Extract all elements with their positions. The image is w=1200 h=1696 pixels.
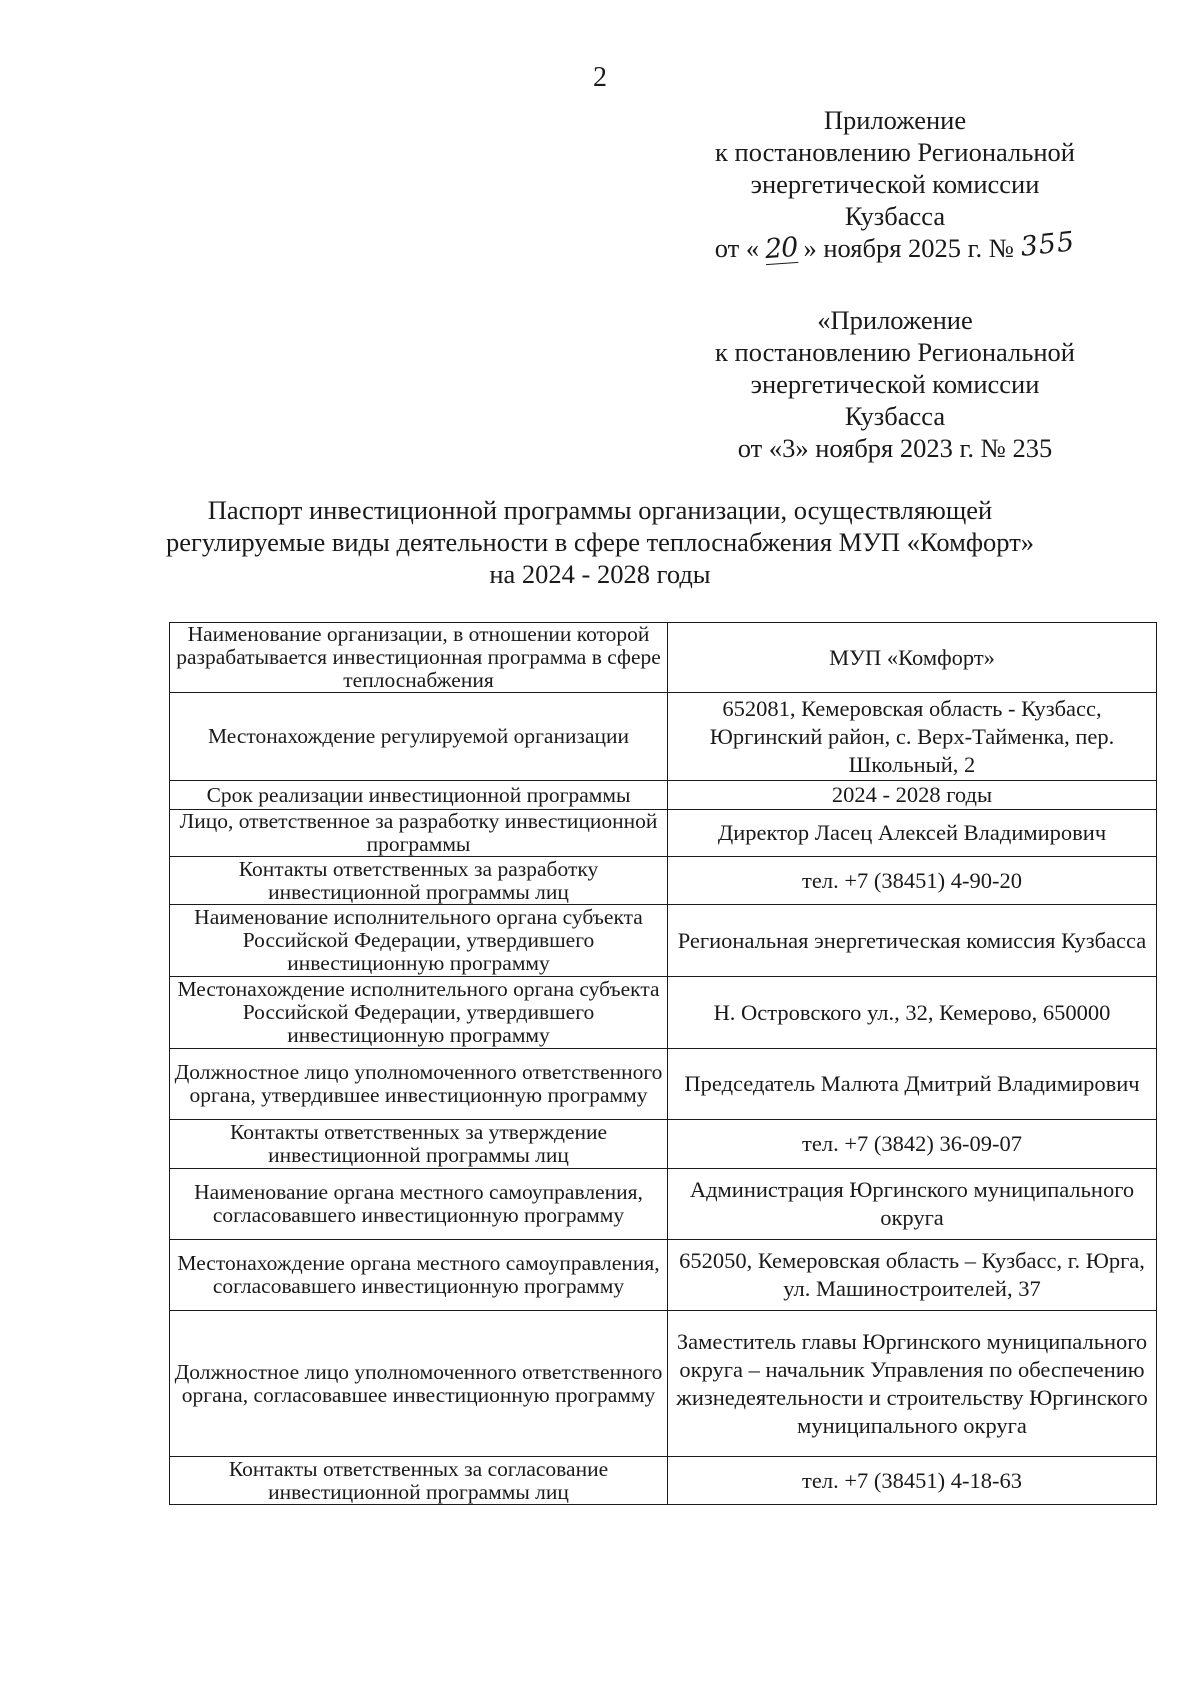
document-title [150, 494, 1050, 590]
appendix-previous-line1: к постановлению Региональной [715, 337, 1075, 367]
page-number: 2 [593, 62, 607, 93]
row-label: Местонахождение исполнительного органа субъекта Российской Федерации, утвердившего инвестиционную программу [170, 977, 668, 1049]
row-label: Наименование организации, в отношении которой разрабатывается инвестиционная программа в сфере теплоснабжения [170, 623, 668, 693]
passport-table [169, 622, 1157, 1505]
appendix-previous-line2: энергетической комиссии [750, 369, 1040, 399]
table-row [170, 1240, 1157, 1311]
row-value: Н. Островского ул., 32, Кемерово, 650000 [668, 977, 1157, 1049]
row-value: Председатель Малюта Дмитрий Владимирович [668, 1049, 1157, 1120]
appendix-previous-line3: Кузбасса [844, 401, 946, 431]
document-title-line2: регулируемые виды деятельности в сфере теплоснабжения МУП «Комфорт» [165, 527, 1035, 557]
date-middle: » ноября 2025 г. № [803, 233, 1015, 263]
row-value: 2024 - 2028 годы [668, 781, 1157, 810]
appendix-previous-date: от «3» ноября 2023 г. № 235 [737, 433, 1053, 463]
row-value: МУП «Комфорт» [668, 623, 1157, 693]
table-row [170, 1169, 1157, 1240]
date-prefix: от « [714, 233, 760, 263]
row-value: тел. +7 (3842) 36-09-07 [668, 1120, 1157, 1169]
row-value: тел. +7 (38451) 4-18-63 [668, 1457, 1157, 1505]
table-row [170, 1120, 1157, 1169]
row-value: Администрация Юргинского муниципального округа [668, 1169, 1157, 1240]
table-row [170, 781, 1157, 810]
row-label: Наименование исполнительного органа субъекта Российской Федерации, утвердившего инвестиционную программу [170, 905, 668, 977]
row-value: 652050, Кемеровская область – Кузбасс, г. Юрга, ул. Машиностроителей, 37 [668, 1240, 1157, 1311]
table-row [170, 693, 1157, 781]
row-value: Региональная энергетическая комиссия Кузбасса [668, 905, 1157, 977]
row-label: Контакты ответственных за разработку инвестиционной программы лиц [170, 857, 668, 905]
appendix-previous [700, 304, 1090, 464]
table-row [170, 857, 1157, 905]
table-row [170, 977, 1157, 1049]
appendix-current-line1: к постановлению Региональной [715, 137, 1075, 167]
row-label: Контакты ответственных за утверждение инвестиционной программы лиц [170, 1120, 668, 1169]
row-label: Местонахождение регулируемой организации [170, 693, 668, 781]
row-label: Наименование органа местного самоуправления, согласовавшего инвестиционную программу [170, 1169, 668, 1240]
document-title-line3: на 2024 - 2028 годы [489, 559, 711, 589]
row-label: Срок реализации инвестиционной программы [170, 781, 668, 810]
table-row [170, 1049, 1157, 1120]
row-label: Лицо, ответственное за разработку инвестиционной программы [170, 810, 668, 857]
row-label: Должностное лицо уполномоченного ответственного органа, согласовавшее инвестиционную программу [170, 1311, 668, 1457]
appendix-previous-title: «Приложение [817, 305, 973, 335]
row-label: Должностное лицо уполномоченного ответственного органа, утвердившее инвестиционную программу [170, 1049, 668, 1120]
table-row [170, 905, 1157, 977]
row-value: 652081, Кемеровская область - Кузбасс, Юргинский район, с. Верх-Тайменка, пер. Школьный, 2 [668, 693, 1157, 781]
row-value: Заместитель главы Юргинского муниципального округа – начальник Управления по обеспечению жизнедеятельности и строительству Юргинского муниципального округа [668, 1311, 1157, 1457]
handwritten-doc-number: 355 [1018, 226, 1077, 263]
table-row [170, 623, 1157, 693]
table-row [170, 1457, 1157, 1505]
appendix-current-date [700, 226, 1090, 266]
row-value: Директор Ласец Алексей Владимирович [668, 810, 1157, 857]
row-label: Контакты ответственных за согласование инвестиционной программы лиц [170, 1457, 668, 1505]
table-row [170, 1311, 1157, 1457]
row-value: тел. +7 (38451) 4-90-20 [668, 857, 1157, 905]
appendix-current [700, 104, 1090, 265]
appendix-current-title: Приложение [823, 105, 967, 135]
appendix-current-line2: энергетической комиссии [750, 169, 1040, 199]
row-label: Местонахождение органа местного самоуправления, согласовавшего инвестиционную программу [170, 1240, 668, 1311]
document-title-line1: Паспорт инвестиционной программы организации, осуществляющей [207, 495, 993, 525]
table-row [170, 810, 1157, 857]
handwritten-day: 20 [764, 231, 799, 266]
appendix-current-line3: Кузбасса [844, 201, 946, 231]
